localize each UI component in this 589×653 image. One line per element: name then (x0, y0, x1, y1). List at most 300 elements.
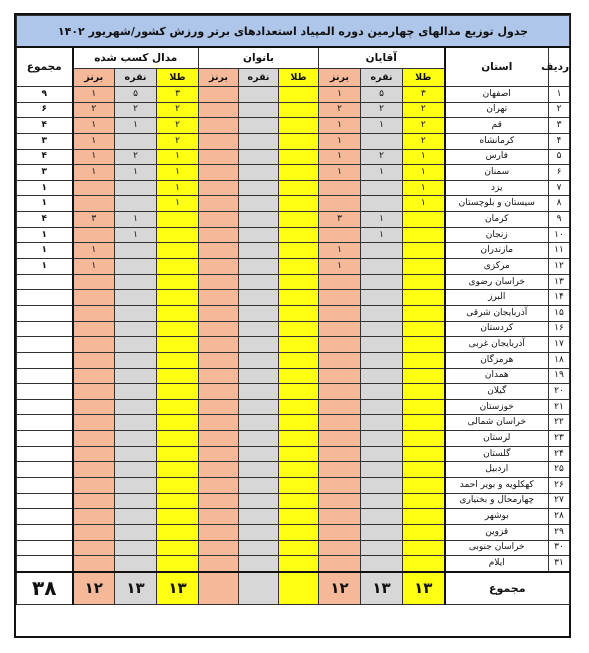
women-silver-header: نقره (239, 69, 279, 87)
women-gold (279, 493, 319, 509)
province-name: اصفهان (445, 87, 549, 103)
women-gold (279, 462, 319, 478)
total-count (17, 524, 73, 540)
men-silver (361, 368, 403, 384)
women-gold (279, 290, 319, 306)
men-gold: ۳ (403, 87, 445, 103)
total-count: ۹ (17, 87, 73, 103)
men-silver: ۲ (361, 149, 403, 165)
silver-count (115, 478, 157, 494)
women-silver (239, 368, 279, 384)
men-gold (403, 509, 445, 525)
women-silver (239, 149, 279, 165)
women-bronze (199, 352, 239, 368)
province-name: آذربایجان شرقی (445, 305, 549, 321)
row-number: ۲۰ (549, 384, 570, 400)
row-number: ۲۳ (549, 431, 570, 447)
men-bronze: ۱ (319, 87, 361, 103)
men-silver (361, 290, 403, 306)
silver-count: ۵ (115, 87, 157, 103)
gold-count: ۲ (157, 118, 199, 134)
men-gold (403, 493, 445, 509)
row-number: ۱۴ (549, 290, 570, 306)
men-bronze (319, 431, 361, 447)
total-count: ۱ (17, 243, 73, 259)
women-bronze (199, 493, 239, 509)
men-gold (403, 384, 445, 400)
silver-count (115, 540, 157, 556)
women-bronze (199, 337, 239, 353)
women-bronze (199, 212, 239, 228)
women-header: بانوان (199, 47, 319, 69)
silver-count (115, 133, 157, 149)
province-name: کردستان (445, 321, 549, 337)
province-name: ایلام (445, 556, 549, 572)
province-name: سمنان (445, 165, 549, 181)
silver-count (115, 243, 157, 259)
women-gold (279, 227, 319, 243)
men-bronze (319, 556, 361, 572)
silver-count: ۲ (115, 149, 157, 165)
province-name: خراسان رضوی (445, 274, 549, 290)
women-bronze (199, 87, 239, 103)
women-gold (279, 180, 319, 196)
row-number: ۱۵ (549, 305, 570, 321)
men-gold: ۱ (403, 165, 445, 181)
men-gold (403, 478, 445, 494)
women-gold (279, 196, 319, 212)
totals-bronze: ۱۲ (73, 572, 115, 605)
women-bronze (199, 133, 239, 149)
silver-count (115, 446, 157, 462)
men-bronze (319, 290, 361, 306)
bronze-count: ۱ (73, 133, 115, 149)
total-count: ۳ (17, 133, 73, 149)
women-bronze (199, 446, 239, 462)
bronze-count (73, 493, 115, 509)
rank-header: ردیف (549, 47, 570, 87)
province-name: لرستان (445, 431, 549, 447)
bronze-count (73, 431, 115, 447)
men-silver (361, 352, 403, 368)
silver-count (115, 431, 157, 447)
row-number: ۱۷ (549, 337, 570, 353)
totals-label: مجموع (445, 572, 570, 605)
table-row (17, 462, 570, 478)
table-row (17, 180, 570, 196)
silver-count (115, 180, 157, 196)
province-name: همدان (445, 368, 549, 384)
row-number: ۳ (549, 118, 570, 134)
gold-count: ۱ (157, 196, 199, 212)
total-count (17, 384, 73, 400)
men-bronze (319, 446, 361, 462)
gold-count (157, 227, 199, 243)
women-bronze (199, 274, 239, 290)
men-gold (403, 431, 445, 447)
gold-count: ۱ (157, 180, 199, 196)
silver-count: ۱ (115, 165, 157, 181)
women-silver (239, 196, 279, 212)
bronze-count: ۱ (73, 259, 115, 275)
row-number: ۲۱ (549, 399, 570, 415)
gold-count (157, 415, 199, 431)
men-gold: ۲ (403, 102, 445, 118)
men-bronze (319, 305, 361, 321)
table-row (17, 509, 570, 525)
women-silver (239, 118, 279, 134)
medals-won-header: مدال کسب شده (73, 47, 199, 69)
table-row (17, 259, 570, 275)
silver-count: ۱ (115, 227, 157, 243)
gold-count (157, 368, 199, 384)
row-number: ۱۱ (549, 243, 570, 259)
row-number: ۱۶ (549, 321, 570, 337)
men-bronze (319, 180, 361, 196)
total-count: ۴ (17, 149, 73, 165)
women-gold (279, 524, 319, 540)
silver-count (115, 493, 157, 509)
gold-count (157, 305, 199, 321)
silver-count: ۲ (115, 102, 157, 118)
men-bronze (319, 524, 361, 540)
men-bronze (319, 321, 361, 337)
men-bronze: ۱ (319, 165, 361, 181)
province-name: کهکلویه و بویر احمد (445, 478, 549, 494)
men-gold (403, 290, 445, 306)
men-silver (361, 259, 403, 275)
bronze-count: ۳ (73, 212, 115, 228)
table-row (17, 274, 570, 290)
table-row (17, 305, 570, 321)
women-gold-header: طلا (279, 69, 319, 87)
women-gold (279, 259, 319, 275)
silver-count (115, 196, 157, 212)
men-silver: ۱ (361, 165, 403, 181)
men-silver (361, 274, 403, 290)
gold-count: ۱ (157, 149, 199, 165)
province-name: کرمانشاه (445, 133, 549, 149)
table-row (17, 337, 570, 353)
table-row (17, 102, 570, 118)
silver-count: ۱ (115, 212, 157, 228)
women-silver (239, 509, 279, 525)
men-gold (403, 540, 445, 556)
grand-total: ۳۸ (17, 572, 73, 605)
women-silver (239, 321, 279, 337)
women-bronze (199, 399, 239, 415)
row-number: ۲۷ (549, 493, 570, 509)
total-count (17, 321, 73, 337)
men-gold-header: طلا (403, 69, 445, 87)
bronze-count (73, 384, 115, 400)
bronze-count (73, 290, 115, 306)
province-header: استان (445, 47, 549, 87)
table-row (17, 540, 570, 556)
gold-count (157, 384, 199, 400)
silver-count (115, 337, 157, 353)
bronze-count: ۱ (73, 243, 115, 259)
silver-count (115, 368, 157, 384)
women-silver (239, 212, 279, 228)
bronze-count (73, 556, 115, 572)
table-row (17, 196, 570, 212)
women-gold (279, 431, 319, 447)
women-bronze (199, 540, 239, 556)
total-count (17, 493, 73, 509)
row-number: ۵ (549, 149, 570, 165)
bronze-count (73, 337, 115, 353)
province-name: زنجان (445, 227, 549, 243)
totals-men-silver: ۱۳ (361, 572, 403, 605)
gold-count (157, 259, 199, 275)
row-number: ۴ (549, 133, 570, 149)
row-number: ۱۹ (549, 368, 570, 384)
men-gold (403, 352, 445, 368)
total-count (17, 399, 73, 415)
row-number: ۳۱ (549, 556, 570, 572)
table-row (17, 493, 570, 509)
women-gold (279, 165, 319, 181)
women-silver (239, 274, 279, 290)
table-row (17, 212, 570, 228)
total-count (17, 509, 73, 525)
men-bronze-header: برنز (319, 69, 361, 87)
men-bronze (319, 509, 361, 525)
gold-count (157, 352, 199, 368)
table-row (17, 556, 570, 572)
total-count: ۱ (17, 259, 73, 275)
total-count (17, 556, 73, 572)
row-number: ۲۵ (549, 462, 570, 478)
men-silver (361, 524, 403, 540)
row-number: ۱۸ (549, 352, 570, 368)
men-silver-header: نقره (361, 69, 403, 87)
silver-count: ۱ (115, 118, 157, 134)
men-silver: ۱ (361, 118, 403, 134)
gold-count (157, 540, 199, 556)
table-row (17, 368, 570, 384)
total-count: ۴ (17, 118, 73, 134)
gold-count: ۲ (157, 133, 199, 149)
table-row (17, 165, 570, 181)
bronze-count: ۱ (73, 118, 115, 134)
men-silver (361, 509, 403, 525)
men-silver (361, 462, 403, 478)
province-name: خوزستان (445, 399, 549, 415)
men-bronze: ۱ (319, 259, 361, 275)
gold-count (157, 399, 199, 415)
women-silver (239, 556, 279, 572)
total-count: ۱ (17, 227, 73, 243)
women-silver (239, 384, 279, 400)
women-silver (239, 227, 279, 243)
women-silver (239, 446, 279, 462)
women-bronze (199, 305, 239, 321)
silver-count (115, 290, 157, 306)
women-gold (279, 384, 319, 400)
women-gold (279, 118, 319, 134)
table-row (17, 321, 570, 337)
gold-count (157, 556, 199, 572)
total-count (17, 352, 73, 368)
men-silver (361, 337, 403, 353)
men-bronze: ۱ (319, 149, 361, 165)
total-count (17, 462, 73, 478)
men-gold (403, 321, 445, 337)
women-gold (279, 243, 319, 259)
total-count (17, 478, 73, 494)
row-number: ۲ (549, 102, 570, 118)
men-gold (403, 462, 445, 478)
men-gold: ۲ (403, 133, 445, 149)
bronze-count (73, 321, 115, 337)
men-bronze (319, 196, 361, 212)
table-row (17, 149, 570, 165)
men-gold (403, 415, 445, 431)
table-row (17, 399, 570, 415)
table-row (17, 352, 570, 368)
men-bronze (319, 352, 361, 368)
province-name: گیلان (445, 384, 549, 400)
men-gold: ۱ (403, 180, 445, 196)
men-bronze (319, 415, 361, 431)
men-header: آقایان (319, 47, 445, 69)
row-number: ۲۹ (549, 524, 570, 540)
women-bronze (199, 290, 239, 306)
bronze-count (73, 399, 115, 415)
men-silver (361, 243, 403, 259)
gold-count (157, 321, 199, 337)
table-row (17, 478, 570, 494)
gold-count (157, 274, 199, 290)
women-silver (239, 540, 279, 556)
silver-count (115, 305, 157, 321)
women-silver (239, 305, 279, 321)
bronze-count (73, 305, 115, 321)
women-silver (239, 462, 279, 478)
women-gold (279, 399, 319, 415)
men-bronze (319, 462, 361, 478)
women-silver (239, 133, 279, 149)
men-gold: ۱ (403, 196, 445, 212)
table-body (17, 87, 570, 572)
silver-count (115, 274, 157, 290)
men-silver: ۱ (361, 227, 403, 243)
men-silver (361, 556, 403, 572)
men-silver (361, 478, 403, 494)
men-silver (361, 384, 403, 400)
silver-count (115, 321, 157, 337)
gold-count: ۳ (157, 87, 199, 103)
men-silver: ۲ (361, 102, 403, 118)
totals-row (17, 572, 570, 605)
bronze-count (73, 462, 115, 478)
row-number: ۱۰ (549, 227, 570, 243)
bronze-count (73, 196, 115, 212)
row-number: ۲۶ (549, 478, 570, 494)
silver-count (115, 352, 157, 368)
gold-count: ۲ (157, 102, 199, 118)
total-count: ۳ (17, 165, 73, 181)
totals-gold: ۱۳ (157, 572, 199, 605)
province-name: قزوین (445, 524, 549, 540)
table-row (17, 415, 570, 431)
totals-women-gold (279, 572, 319, 605)
gold-count (157, 290, 199, 306)
women-bronze (199, 556, 239, 572)
men-bronze (319, 399, 361, 415)
men-silver (361, 431, 403, 447)
women-silver (239, 352, 279, 368)
total-count (17, 305, 73, 321)
row-number: ۲۲ (549, 415, 570, 431)
women-bronze (199, 149, 239, 165)
bronze-count: ۱ (73, 165, 115, 181)
table-row (17, 118, 570, 134)
province-name: هرمزگان (445, 352, 549, 368)
men-silver (361, 321, 403, 337)
women-silver (239, 399, 279, 415)
total-count (17, 290, 73, 306)
men-silver (361, 133, 403, 149)
women-bronze (199, 524, 239, 540)
men-silver (361, 399, 403, 415)
bronze-count (73, 352, 115, 368)
men-silver (361, 415, 403, 431)
table-row (17, 227, 570, 243)
women-gold (279, 415, 319, 431)
row-number: ۹ (549, 212, 570, 228)
women-gold (279, 212, 319, 228)
women-bronze (199, 180, 239, 196)
men-gold (403, 556, 445, 572)
bronze-count: ۱ (73, 87, 115, 103)
total-count (17, 337, 73, 353)
totals-women-bronze (199, 572, 239, 605)
row-number: ۱۳ (549, 274, 570, 290)
bronze-count: ۱ (73, 149, 115, 165)
total-header: مجموع (17, 47, 73, 87)
table-row (17, 384, 570, 400)
total-count: ۱ (17, 196, 73, 212)
bronze-count (73, 415, 115, 431)
men-gold (403, 259, 445, 275)
men-silver: ۵ (361, 87, 403, 103)
men-bronze (319, 384, 361, 400)
women-bronze (199, 478, 239, 494)
silver-count (115, 259, 157, 275)
men-gold: ۲ (403, 118, 445, 134)
province-name: چهارمحال و بختیاری (445, 493, 549, 509)
bronze-count (73, 540, 115, 556)
total-count (17, 540, 73, 556)
men-gold (403, 305, 445, 321)
totals-women-silver (239, 572, 279, 605)
row-number: ۷ (549, 180, 570, 196)
men-gold (403, 337, 445, 353)
total-count (17, 368, 73, 384)
row-number: ۲۸ (549, 509, 570, 525)
women-silver (239, 431, 279, 447)
province-name: مرکزی (445, 259, 549, 275)
women-gold (279, 556, 319, 572)
table-row (17, 243, 570, 259)
silver-count (115, 556, 157, 572)
women-silver (239, 337, 279, 353)
women-bronze (199, 509, 239, 525)
women-bronze (199, 431, 239, 447)
